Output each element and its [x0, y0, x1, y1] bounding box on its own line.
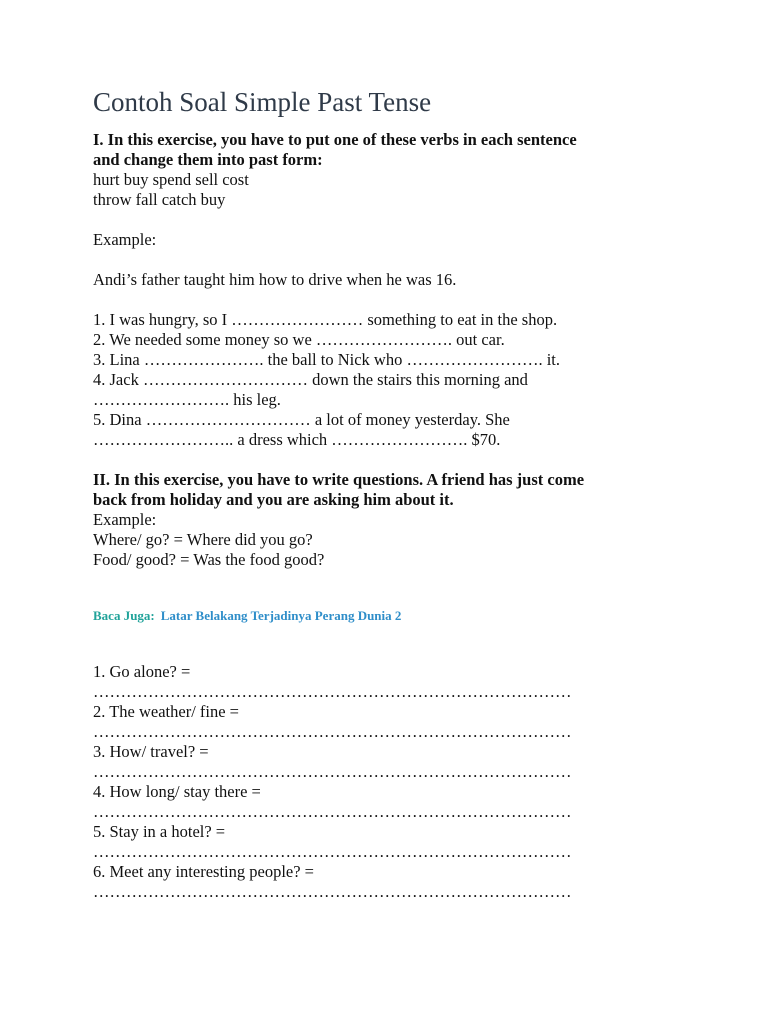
document-page [93, 86, 693, 902]
question-5-answer-line: …………………………………………………………………………… [93, 842, 572, 862]
exercise-item-4-cont: ……………………. his leg. [93, 390, 281, 410]
question-4-prompt: 4. How long/ stay there = [93, 782, 261, 802]
section1-instruction-line1: I. In this exercise, you have to put one of these verbs in each sentence [93, 130, 577, 150]
question-6-prompt: 6. Meet any interesting people? = [93, 862, 314, 882]
section1-items [93, 310, 693, 450]
question-3-prompt: 3. How/ travel? = [93, 742, 209, 762]
read-also [93, 606, 693, 626]
section1-instruction-line2: and change them into past form: [93, 150, 323, 170]
question-1-answer-line: …………………………………………………………………………… [93, 682, 572, 702]
question-6-answer-line: …………………………………………………………………………… [93, 882, 572, 902]
questions-list [93, 662, 693, 902]
exercise-item-3: 3. Lina …………………. the ball to Nick who ……………………. it. [93, 350, 561, 370]
exercise-item-5: 5. Dina ………………………… a lot of money yesterday. She [93, 410, 510, 430]
exercise-item-2: 2. We needed some money so we ……………………. out car. [93, 330, 505, 350]
question-4-answer-line: …………………………………………………………………………… [93, 802, 572, 822]
section1-example-sentence: Andi’s father taught him how to drive when he was 16. [93, 270, 457, 290]
question-1-prompt: 1. Go alone? = [93, 662, 191, 682]
section1-example-label: Example: [93, 230, 157, 250]
exercise-item-1: 1. I was hungry, so I …………………… something to eat in the shop. [93, 310, 558, 330]
page-title: Contoh Soal Simple Past Tense [93, 87, 432, 117]
exercise-item-4: 4. Jack ………………………… down the stairs this morning and [93, 370, 528, 390]
question-3-answer-line: …………………………………………………………………………… [93, 762, 572, 782]
verbs-line2: throw fall catch buy [93, 190, 226, 210]
section2-example-1: Where/ go? = Where did you go? [93, 530, 313, 550]
question-5-prompt: 5. Stay in a hotel? = [93, 822, 226, 842]
section2-example-label: Example: [93, 510, 157, 530]
question-2-prompt: 2. The weather/ fine = [93, 702, 239, 722]
read-also-link[interactable]: Latar Belakang Terjadinya Perang Dunia 2 [160, 608, 402, 624]
section2-instruction-line2: back from holiday and you are asking him about it. [93, 490, 454, 510]
section2-example-2: Food/ good? = Was the food good? [93, 550, 325, 570]
section2-instruction-line1: II. In this exercise, you have to write questions. A friend has just come [93, 470, 585, 490]
exercise-item-5-cont: …………………….. a dress which ……………………. $70. [93, 430, 501, 450]
verbs-line1: hurt buy spend sell cost [93, 170, 249, 190]
question-2-answer-line: …………………………………………………………………………… [93, 722, 572, 742]
read-also-label: Baca Juga: [93, 608, 155, 624]
